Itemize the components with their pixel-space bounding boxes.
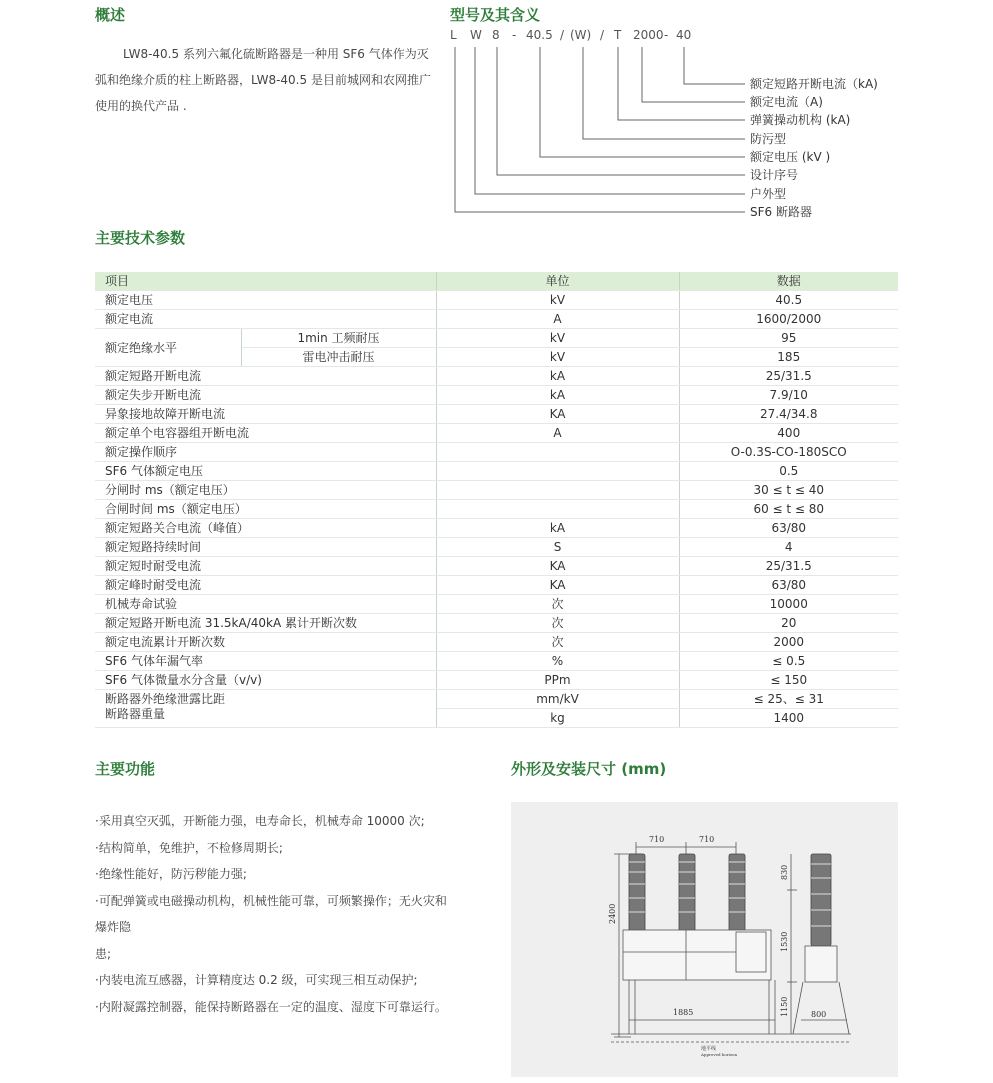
row-value: 60 ≤ t ≤ 80 [679,500,898,519]
connector-line [684,47,745,84]
table-row [95,481,898,500]
row-value: ≤ 25、≤ 31 [679,690,898,709]
table-row [95,633,898,652]
header-unit: 单位 [436,272,679,291]
row-value: ≤ 0.5 [679,652,898,671]
table-row [95,405,898,424]
row-unit: % [436,652,679,671]
table-row [95,709,898,728]
model-heading: 型号及其含义 [450,6,541,24]
table-row [95,595,898,614]
model-legend-item: 额定电流（A) [750,95,823,109]
table-row [95,557,898,576]
table-row [95,443,898,462]
row-value: 27.4/34.8 [679,405,898,424]
list-item: ·内附凝露控制器，能保持断路器在一定的温度、湿度下可靠运行。 [95,999,447,1014]
table-row [95,329,898,348]
list-item: ·结构简单，免维护，不检修周期长; [95,840,283,855]
row-value: 10000 [679,595,898,614]
header-value: 数据 [679,272,898,291]
table-row [95,652,898,671]
connector-line [642,47,745,102]
overview-heading: 概述 [95,6,126,24]
table-row [95,386,898,405]
code-part: 40 [676,28,692,42]
model-legend-item: 额定电压 (kV ) [750,150,831,164]
dim-top-height: 830 [780,864,789,880]
table-row [95,690,898,709]
row-unit: kg [436,709,679,728]
table-row [95,424,898,443]
code-part: / [600,28,605,42]
row-value: 25/31.5 [679,367,898,386]
row-unit: KA [436,557,679,576]
row-value: 25/31.5 [679,557,898,576]
row-name: SF6 气体微量水分含量（v/v) [95,671,436,690]
row-value: 20 [679,614,898,633]
row-name: 断路器外绝缘泄露比距 [95,690,436,709]
table-row [95,500,898,519]
row-value: O-0.3S-CO-180SCO [679,443,898,462]
overview-paragraph: LW8-40.5 系列六氟化硫断路器是一种用 SF6 气体作为灭弧和绝缘介质的柱上断路器，LW8-40.5 是目前城网和农网推广使用的换代产品 . [95,47,431,113]
row-name: 额定短路开断电流 31.5kA/40kA 累计开断次数 [95,614,436,633]
row-value: 1400 [679,709,898,728]
row-name: 额定操作顺序 [95,443,436,462]
row-value: 400 [679,424,898,443]
row-name: 额定失步开断电流 [95,386,436,405]
row-name: 额定电流累计开断次数 [95,633,436,652]
row-unit: A [436,424,679,443]
row-unit: 次 [436,633,679,652]
row-unit: 次 [436,595,679,614]
row-unit: mm/kV [436,690,679,709]
list-item: ·采用真空灭弧，开断能力强，电寿命长，机械寿命 10000 次; [95,814,425,828]
model-legend-item: SF6 断路器 [750,205,812,219]
dimension-drawing [511,802,898,1077]
model-legend-item: 户外型 [750,187,787,201]
specs-heading: 主要技术参数 [95,229,186,247]
table-row [95,671,898,690]
code-part: 40.5 [526,28,553,42]
row-unit [436,481,679,500]
row-name: 额定短路开断电流 [95,367,436,386]
row-unit: A [436,310,679,329]
dim-base-width: 1885 [673,1008,694,1017]
row-name: SF6 气体年漏气率 [95,652,436,671]
row-name: 异象接地故障开断电流 [95,405,436,424]
row-value: 63/80 [679,519,898,538]
header-item: 项目 [95,272,436,291]
code-part: - [664,28,669,42]
code-part: (W) [570,28,592,42]
row-name: 雷电冲击耐压 [241,348,436,367]
row-unit: KA [436,576,679,595]
table-row [95,462,898,481]
dim-mid-height: 1530 [780,931,789,952]
code-part: W [470,28,482,42]
dim-total-height: 2400 [608,903,617,924]
row-name: 断路器重量 [95,709,436,728]
row-name: 1min 工频耐压 [241,329,436,348]
row-name: 额定电流 [95,310,436,329]
row-unit: 次 [436,614,679,633]
row-name: SF6 气体额定电压 [95,462,436,481]
functions-list [95,808,457,1020]
table-header-row [95,272,898,291]
table-row [95,291,898,310]
row-value: 185 [679,348,898,367]
code-part: T [614,28,622,42]
row-value: 30 ≤ t ≤ 40 [679,481,898,500]
row-value: 0.5 [679,462,898,481]
model-legend-item: 额定短路开断电流（kA) [750,77,878,91]
dim-ground-note-en: Approved horizon [701,1052,738,1057]
row-unit: kA [436,367,679,386]
model-legend-item: 防污型 [750,132,787,146]
row-name: 额定短路持续时间 [95,538,436,557]
list-item: 患; [95,946,112,961]
row-unit [436,462,679,481]
model-legend-item: 设计序号 [750,168,799,182]
row-value: 95 [679,329,898,348]
row-unit: kV [436,291,679,310]
dim-bottom-height: 1150 [780,996,789,1017]
row-unit: PPm [436,671,679,690]
connector-line [455,47,745,212]
list-item: ·绝缘性能好，防污秽能力强; [95,867,247,881]
list-item: ·内装电流互感器，计算精度达 0.2 级，可实现三相互动保护; [95,973,418,987]
dimensions-heading: 外形及安装尺寸 (mm) [511,760,667,778]
dim-ground-note: 地平线 [701,1046,717,1052]
row-name: 分闸时 ms（额定电压） [95,481,436,500]
code-part: 8 [492,28,500,42]
breaker-outline-drawing [511,802,898,1077]
row-unit: kV [436,348,679,367]
table-row [95,576,898,595]
row-unit: kA [436,386,679,405]
row-name: 合闸时间 ms（额定电压） [95,500,436,519]
dim-spacing-2: 710 [699,835,715,844]
row-value: 1600/2000 [679,310,898,329]
dim-spacing-1: 710 [649,835,665,844]
specs-table [95,272,898,728]
row-value: ≤ 150 [679,671,898,690]
row-name: 额定峰时耐受电流 [95,576,436,595]
functions-heading: 主要功能 [95,760,156,778]
row-unit: kA [436,519,679,538]
row-name: 额定电压 [95,291,436,310]
row-unit: kV [436,329,679,348]
row-value: 40.5 [679,291,898,310]
row-group: 额定绝缘水平 [95,329,241,367]
row-unit [436,500,679,519]
code-part: 2000 [633,28,664,42]
row-value: 4 [679,538,898,557]
model-legend-item: 弹簧操动机构 (kA) [750,113,851,127]
table-row [95,614,898,633]
row-value: 7.9/10 [679,386,898,405]
table-row [95,538,898,557]
code-part: / [560,28,565,42]
table-row [95,519,898,538]
code-part: L [450,28,457,42]
row-name: 机械寿命试验 [95,595,436,614]
row-unit: S [436,538,679,557]
row-unit: KA [436,405,679,424]
row-name: 额定短路关合电流（峰值） [95,519,436,538]
dim-side-width: 800 [811,1010,827,1019]
row-value: 2000 [679,633,898,652]
row-name: 额定单个电容器组开断电流 [95,424,436,443]
table-row [95,310,898,329]
row-name: 额定短时耐受电流 [95,557,436,576]
row-unit [436,443,679,462]
code-part: - [512,28,517,42]
connector-line [497,47,745,175]
connector-line [583,47,745,139]
table-row [95,367,898,386]
list-item: ·可配弹簧或电磁操动机构，机械性能可靠，可频繁操作；无火灾和爆炸隐 [95,893,447,934]
row-value: 63/80 [679,576,898,595]
